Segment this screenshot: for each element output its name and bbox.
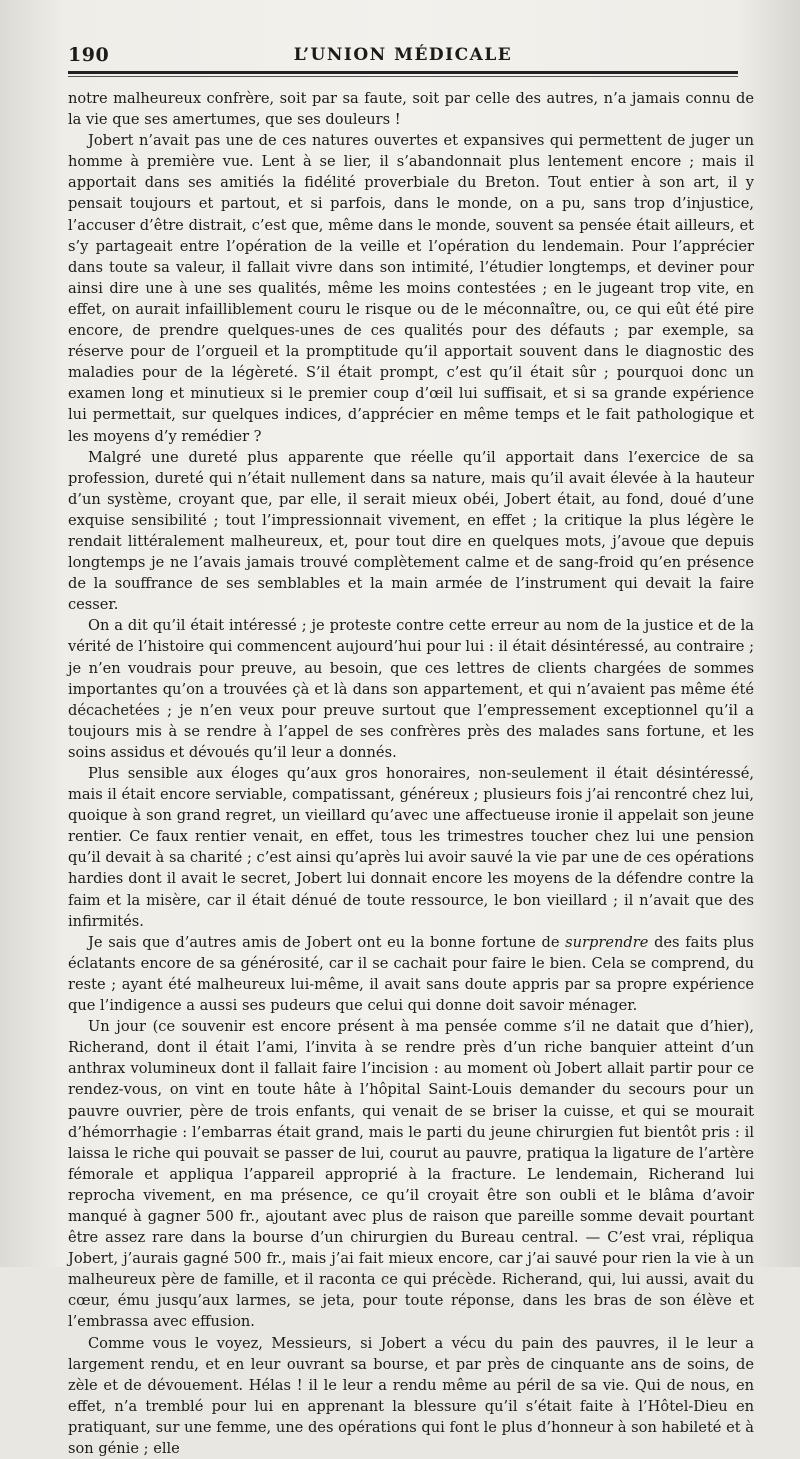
paragraph: Comme vous le voyez, Messieurs, si Jobert a vécu du pain des pauvres, il le leur a largement rendu, et en leur ouvrant sa bourse, et par près de cinquante ans de soins, de zèle et de dévouement. Hélas ! il le leur a rendu même au péril de sa vie. Qui de nous, en effet, n’a tremblé pour lui en apprenant la blessure qu’il s’était faite à l’Hôtel-Dieu en pratiquant, sur une femme, une des opérations qui font le plus d’honneur à son habileté et à son génie ; elle [68,1334,754,1457]
italic-emphasis: surprendre [565,933,649,951]
page-number: 190 [68,44,110,66]
paragraph: Un jour (ce souvenir est encore présent à ma pensée comme s’il ne datait que d’hier), Richerand, dont il était l’ami, l’invita à se rendre près d’un riche banquier atteint d’un anthrax volumineux dont il fallait faire l’incision : au moment où Jobert allait partir pour ce rendez-vous, on vint en toute hâte à l’hôpital Saint-Louis demander du secours pour un pauvre ouvrier, père de trois enfants, qui venait de se briser la cuisse, et qui se mourait d’hémorrhagie : l’embarras était grand, mais le parti du jeune chirurgien fut bientôt pris : il laissa le riche qui pouvait se passer de lui, courut au pauvre, pratiqua la ligature de l’artère fémorale et appliqua l’appareil approprié à la fracture. Le lendemain, Richerand lui reprocha vivement, en ma présence, ce qu’il croyait être son oubli et le blâma d’avoir manqué à gagner 500 fr., ajoutant avec plus de raison que pareille somme devait pourtant être assez rare dans la bourse d’un chirurgien du Bureau central. — C’est vrai, répliqua Jobert, j’aurais gagné 500 fr., mais j’ai fait mieux encore, car j’ai sauvé pour rien la vie à un malheureux père de famille, et il raconta ce qui précède. Richerand, qui, lui aussi, avait du cœur, ému jusqu’aux larmes, se jeta, pour toute réponse, dans les bras de son élève et l’embrassa avec effusion. [68,1018,754,1331]
header-rule-thin [68,76,738,77]
paragraph: Jobert n’avait pas une de ces natures ouvertes et expansives qui permettent de juger un homme à première vue. Lent à se lier, il s’abandonnait plus lentement encore ; mais il apportait dans ses amitiés la fidélité proverbiale du Breton. Tout entier à son art, il y pensait toujours et partout, et si parfois, dans le monde, on a pu, sans trop d’injustice, l’accuser d’être distrait, c’est que, même dans le monde, souvent sa pensée était ailleurs, et s’y partageait entre l’opération de la veille et l’opération du lendemain. Pour l’apprécier dans toute sa valeur, il fallait vivre dans son intimité, l’étudier longtemps, et deviner pour ainsi dire une à une ses qualités, même les moins contestées ; en le jugeant trop vite, en effet, on aurait infailliblement couru le risque ou de le méconnaître, ou, ce qui eût été pire encore, de prendre quelques-unes de ces qualités pour des défauts ; par exemple, sa réserve pour de l’orgueil et la promptitude qu’il apportait souvent dans le diagnostic des maladies pour de la légèreté. S’il était prompt, c’est qu’il était sûr ; pourquoi donc un examen long et minutieux si le premier coup d’œil lui suffisait, et si sa grande expérience lui permettait, sur quelques indices, d’apprécier en même temps et le fait pathologique et les moyens d’y remédier ? [68,132,754,445]
paragraph: Plus sensible aux éloges qu’aux gros honoraires, non-seulement il était désintéressé, mais il était encore serviable, compatissant, généreux ; plusieurs fois j’ai rencontré chez lui, quoique à son grand regret, un vieillard qu’avec une affectueuse ironie il appelait son jeune rentier. Ce faux rentier venait, en effet, tous les trimestres toucher chez lui une pension qu’il devait à sa charité ; c’est ainsi qu’après lui avoir sauvé la vie par une de ces opérations hardies dont il avait le secret, Jobert lui donnait encore les moyens de la défendre contre la faim et la misère, car il était dénué de toute ressource, le bon vieillard ; il n’avait que des infirmités. [68,765,754,930]
body-text [68,88,754,1459]
paragraph-continued: notre malheureux confrère, soit par sa faute, soit par celle des autres, n’a jamais connu de la vie que ses amertumes, que ses douleurs ! [68,90,754,129]
running-title: L’UNION MÉDICALE [293,45,513,65]
page-header [68,44,738,72]
paragraph: On a dit qu’il était intéressé ; je proteste contre cette erreur au nom de la justice et de la vérité de l’histoire qui commencent aujourd’hui pour lui : il était désintéressé, au contraire ; je n’en voudrais pour preuve, au besoin, que ces lettres de clients chargées de sommes importantes qu’on a trouvées çà et là dans son appartement, et qui n’avaient pas même été décachetées ; je n’en veux pour preuve surtout que l’empressement exceptionnel qu’il a toujours mis à se rendre à l’appel de ses confrères près des malades sans fortune, et les soins assidus et dévoués qu’il leur a donnés. [68,617,754,761]
paragraph-with-italic: Je sais que d’autres amis de Jobert ont eu la bonne fortune de surprendre des faits plus éclatants encore de sa générosité, car il se cachait pour faire le bien. Cela se comprend, du reste ; ayant été malheureux lui-même, il avait sans doute appris par sa propre expérience que l’indigence a aussi ses pudeurs que celui qui donne doit savoir ménager. [68,933,754,1015]
paragraph: Malgré une dureté plus apparente que réelle qu’il apportait dans l’exercice de sa profession, dureté qui n’était nullement dans sa nature, mais qu’il avait élevée à la hauteur d’un système, croyant que, par elle, il serait mieux obéi, Jobert était, au fond, doué d’une exquise sensibilité ; tout l’impressionnait vivement, en effet ; la critique la plus légère le rendait littéralement malheureux, et, pour tout dire en quelques mots, j’avoue que depuis longtemps je ne l’avais jamais trouvé complètement calme et de sang-froid qu’en présence de la souffrance de ses semblables et la main armée de l’instrument qui devait la faire cesser. [68,448,754,614]
header-rule [68,71,738,74]
